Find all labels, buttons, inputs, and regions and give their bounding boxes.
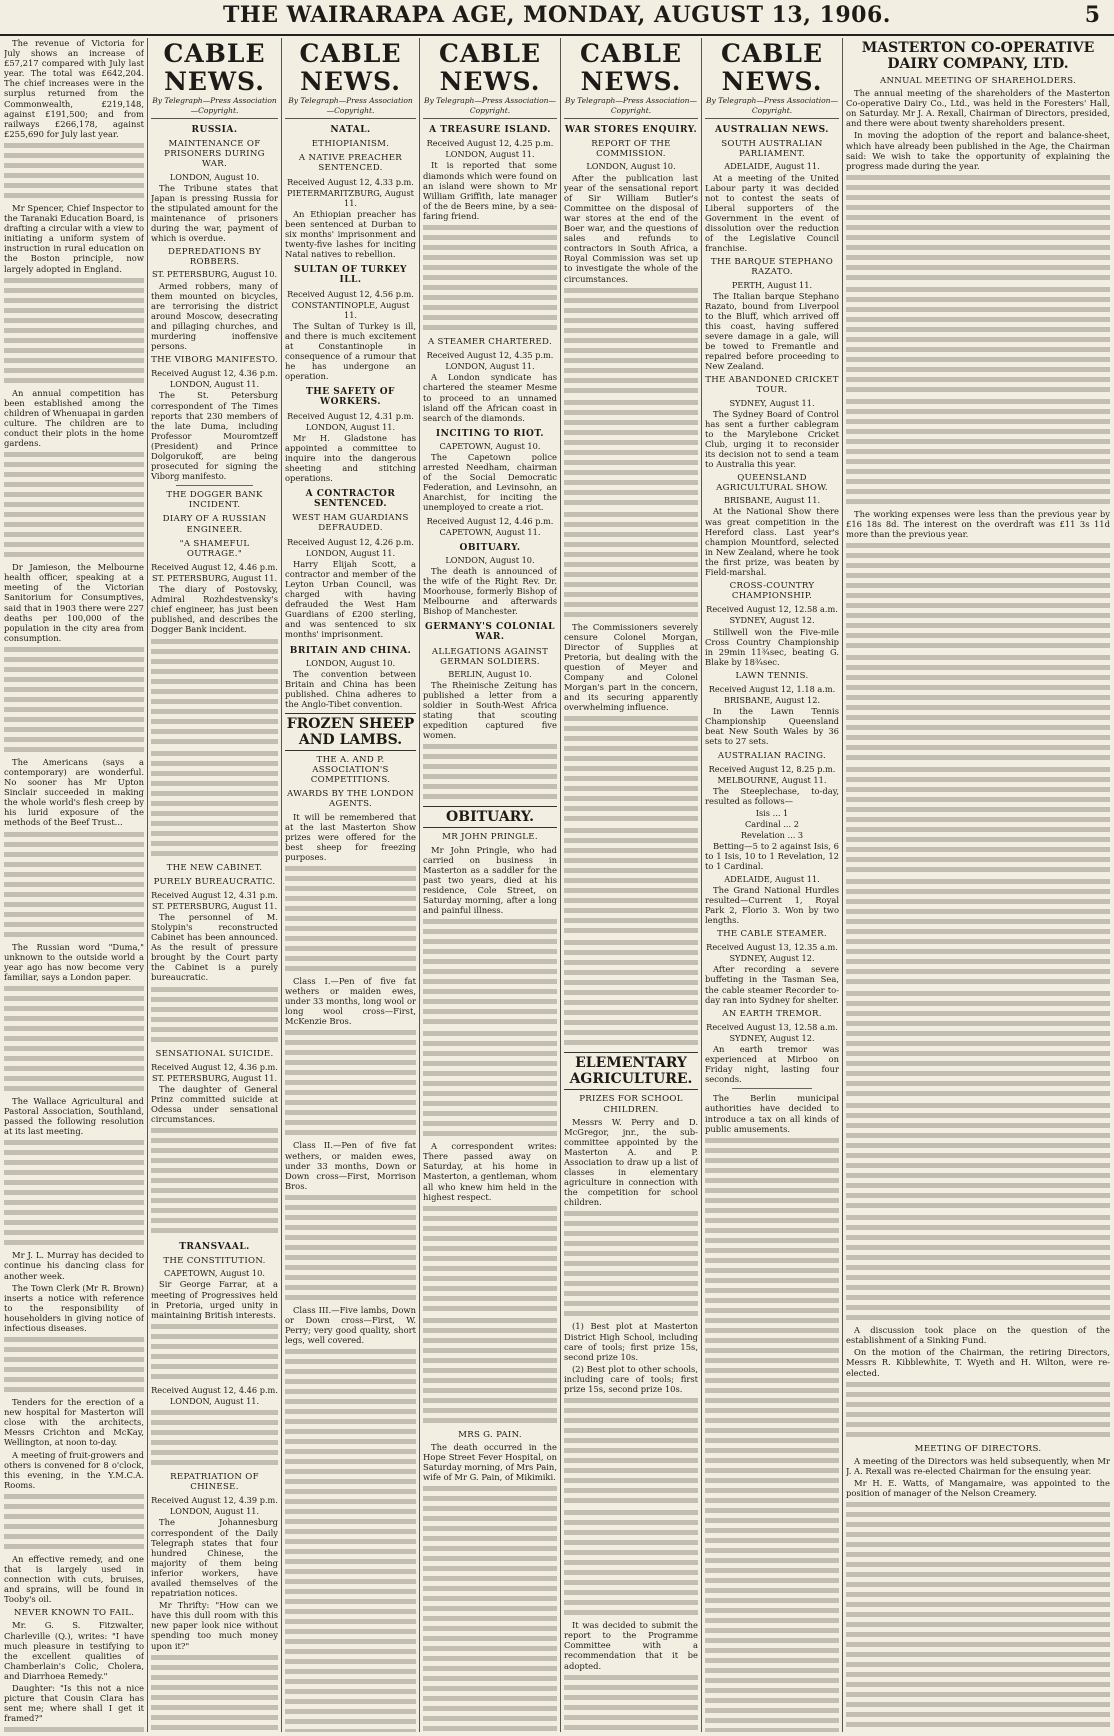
article-title: A STEAMER CHARTERED. [428,337,552,348]
received-time: Received August 12, 4.36 p.m. [151,1061,278,1072]
section-header: CABLE NEWS. [438,39,542,96]
article-subtitle: PURELY BUREAUCRATIC. [153,876,276,887]
article-body: Armed robbers, many of them mounted on bicycles, are terrorising the district around Moscow, desecrating and pillaging churches, and murdering inoffensive persons. [151,280,278,352]
received-time: Received August 12, 4.33 p.m. [287,176,414,187]
column-rule [560,38,561,1732]
article-body: In moving the adoption of the report and balance-sheet, which have already been published in the Age, the Chairman said: We wish to take the opportunity of explaining the progress made during the year. [846,130,1110,171]
article-title: THE NEW CABINET. [166,862,263,873]
paragraph: The Americans (says a contemporary) are wonderful. No sooner has Mr Upton Sinclair succeeded in making the whole world's flesh creep by his lurid exposure of the methods of the Beef Trust... [4,756,144,828]
dateline: CAPETOWN, August 11. [439,526,541,537]
paragraph: The revenue of Victoria for July shows an increase of £57,217 compared with July last year. The total was £642,204. The chief increases were in the surplus returned from the Commonwealth, £219,148, against £191,500; and from railways £266,178, against £255,690 for July last year. [4,38,144,139]
received-time: Received August 12, 4.39 p.m. [151,1495,278,1506]
dateline: LONDON, August 11. [169,1506,260,1517]
dateline: ST. PETERSBURG, August 11. [151,1072,278,1083]
text-block [564,286,698,396]
article-title: ETHIOPIANISM. [311,139,390,150]
article-subtitle: SOUTH AUSTRALIAN PARLIAMENT. [721,139,823,160]
masthead [0,0,1114,36]
region-heading: RUSSIA. [191,125,238,136]
article-title: THE ABANDONED CRICKET TOUR. [705,375,839,396]
article-subtitle: AWARDS BY THE LONDON AGENTS. [287,789,414,810]
paragraph: The Town Clerk (Mr R. Brown) inserts a notice with reference to the responsibility of householders in giving notice of infectious diseases. [4,1282,144,1333]
text-block [846,173,1110,283]
received-time: Received August 12, 4.36 p.m. [151,368,278,379]
dateline: CAPETOWN, August 10. [164,1268,265,1279]
text-block [4,276,144,386]
article-body: (1) Best plot at Masterton District High School, including care of tools; first prize 15s, second prize 10s. [564,1321,698,1362]
article-body: It is reported that some diamonds which were found on an island were shown to Mr William Griffith, late manager of the de Beers mine, by a sea-faring friend. [423,160,557,221]
dateline: LONDON, August 11. [445,149,535,160]
column-3 [285,38,416,1732]
received-time: Received August 12, 8.25 p.m. [708,763,836,774]
section-header: MASTERTON CO-OPERATIVE DAIRY COMPANY, LTD. [861,40,1095,72]
received-time: Received August 12, 4.31 p.m. [151,889,278,900]
article-body: Mr H. Gladstone has appointed a committee to inquire into the dangerous sheeting and stitching operations. [285,432,416,484]
article-body: The personnel of M. Stolypin's reconstructed Cabinet has been announced. As the result of pressure brought by the Court party the Cabinet is a purely bureaucratic. [151,911,278,983]
article-body: After recording a severe buffeting in the Tasman Sea, the cable steamer Recorder to-day ran into Sydney for shelter. [705,964,839,1005]
column-rule [701,38,702,1732]
article-body: The St. Petersburg correspondent of The Times reports that 230 members of the late Duma, including Professor Mouromtzeff (President) and Prince Dolgorukoff, are being prosecuted for signing the Viborg manifesto. [151,390,278,482]
text-block [846,285,1110,395]
article-body: At a meeting of the United Labour party it was decided not to contest the seats of Liberal supporters of the Government in the event of dissolution over the reduction of the Legislative Council franchise. [705,172,839,254]
dateline: ST. PETERSBURG, August 11. [151,572,278,583]
article-body: A London syndicate has chartered the steamer Mesme to proceed to an unnamed island off the African coast in search of the diamonds. [423,372,557,423]
article-body: The Johannesburg correspondent of the Daily Telegraph states that four hundred Chinese, the majority of them being inferior workers, have availed themselves of the repatriation notices. [151,1517,278,1599]
newspaper-title: THE WAIRARAPA AGE, MONDAY, AUGUST 13, 1906. [223,2,891,28]
article-body: (2) Best plot to other schools, including care of tools; first prize 15s, second prize 10s. [564,1363,698,1395]
article-title: MAINTENANCE OF PRISONERS DURING WAR. [164,139,265,170]
article-body: On the motion of the Chairman, the retiring Directors, Messrs R. Kibblewhite, T. Wyeth and H. Wilton, were re-elected. [846,1347,1110,1378]
article-subtitle: PRIZES FOR SCHOOL CHILDREN. [579,1094,683,1115]
column-4 [423,38,557,1732]
dateline: SYDNEY, August 12. [729,1032,815,1043]
paragraph: Mr J. L. Murray has decided to continue his dancing class for another week. [4,1250,144,1281]
race-result: Isis ... 1 [755,808,789,818]
column-rule [147,38,148,1732]
article-body: A correspondent writes: There passed away on Saturday, at his home in Masterton, a gentleman, whom all who knew him held in the highest respect. [423,1141,557,1202]
text-block [846,1101,1110,1211]
feature-heading: OBITUARY. [423,806,557,828]
text-block [4,1335,144,1395]
article-title: THE VIBORG MANIFESTO. [151,355,278,366]
race-result: Revelation ... 3 [740,830,804,841]
dateline: LONDON, August 11. [169,379,260,390]
article-body: The Grand National Hurdles resulted—Current 1, Royal Park 2, Florio 3. Won by two lengths. [705,884,839,925]
paragraph: The Russian word "Duma," unknown to the outside world a year ago has now become very familiar, says a London paper. [4,941,144,982]
article-body: The death is announced of the wife of the Right Rev. Dr. Moorhouse, formerly Bishop of Melbourne and afterwards Bishop of Manchester. [423,565,557,617]
article-body: Mr H. E. Watts, of Mangamaire, was appointed to the position of manager of the Nelson Creamery. [846,1477,1110,1498]
dateline: ADELAIDE, August 11. [724,161,820,172]
advertisement: Daughter: "Is this not a nice picture that Cousin Clara has sent me; where shall I get it framed?" [4,1683,144,1724]
dateline: SYDNEY, August 12. [729,615,815,626]
dateline: SYDNEY, August 12. [729,953,815,964]
article-body: Class III.—Five lambs, Down or Down cross—First, W. Perry; very good quality, short legs, well covered. [285,1304,416,1346]
paragraph: Tenders for the erection of a new hospital for Masterton will close with the architects, Messrs Crichton and McKay, Wellington, at noon to-day. [4,1397,144,1448]
article-body: Class II.—Pen of five fat wethers, or maiden ewes, under 33 months, Down or Down cross—First, Morrison Bros. [285,1140,416,1191]
text-block [423,1316,557,1426]
received-time: Received August 12, 4.25 p.m. [426,138,554,149]
article-subtitle: THE A. AND P. ASSOCIATION'S COMPETITIONS. [310,755,391,786]
text-block [423,1484,557,1732]
text-block [564,1209,698,1319]
text-block [564,938,698,1048]
article-body: An Ethiopian preacher has been sentenced at Durban to six months' imprisonment and twenty-five lashes for inciting Natal natives to rebellion. [285,208,416,260]
received-time: Received August 12, 1.18 a.m. [708,683,836,694]
dateline: BERLIN, August 10. [448,668,532,679]
text-block [151,749,278,859]
article-body: After the publication last year of the sensational report of Sir William Butler's Committee on the disposal of war stores at the end of the Boer war, and the questions of sales and refunds to contractors in South Africa, a Royal Commission was set up to investigate the whole of the circumstances. [564,172,698,284]
text-block [423,742,557,802]
dateline: PIETERMARITZBURG, August 11. [287,187,414,208]
paragraph: An annual competition has been established among the children of Whenuapai in garden culture. The children are to conduct their plots in the home gardens. [4,387,144,449]
text-block [846,397,1110,507]
article-body: Betting—5 to 2 against Isis, 6 to 1 Isis, 10 to 1 Revelation, 12 to 1 Cardinal. [705,841,839,872]
article-subtitle: A NATIVE PREACHER SENTENCED. [298,153,403,174]
region-heading: NATAL. [330,125,371,136]
column-5 [564,38,698,1732]
dateline: BRISBANE, August 12. [723,695,821,706]
received-time: Received August 12, 4.46 p.m. [426,515,554,526]
article-heading: AUSTRALIAN NEWS. [715,125,829,136]
article-body: It will be remembered that at the last Masterton Show prizes were offered for the best sheep for freezing purposes. [285,811,416,862]
article-heading: WAR STORES ENQUIRY. [564,125,698,136]
article-body: It was decided to submit the report to the Programme Committee with a recommendation that it be adopted. [564,1620,698,1671]
article-body: Messrs W. Perry and D. McGregor, jnr., the sub-committee appointed by the Masterton A. and P. Association to draw up a list of classes in elementary agriculture in connection with the competition for school children. [564,1116,698,1208]
advertisement: Mr. G. S. Fitzwalter, Charleville (Q.), writes: "I have much pleasure in testifying to the excellent qualities of Chamberlain's Colic, Cholera, and Diarrhoea Remedy." [4,1620,144,1681]
byline: By Telegraph—Press Association—Copyright. [564,96,698,119]
feature-heading: FROZEN SHEEP AND LAMBS. [285,713,416,751]
dateline: LONDON, August 10. [169,171,260,182]
article-body: The Sultan of Turkey is ill, and there is much excitement at Constantinople in consequence of a rumour that he has undergone an operation. [285,320,416,382]
received-time: Received August 13, 12.58 a.m. [706,1021,838,1032]
article-title: THE CONSTITUTION. [163,1256,266,1267]
dateline: LONDON, August 11. [445,361,535,372]
text-block [285,1193,416,1303]
article-title: AN EARTH TREMOR. [722,1008,822,1019]
text-block [564,510,698,620]
column-rule [281,38,282,1732]
paragraph: Dr Jamieson, the Melbourne health officer, speaking at a meeting of the Victorian Sanitorium for Consumptives, said that in 1903 there were 227 deaths per 100,000 of the population in the city area from consumption. [4,562,144,643]
text-block [846,1213,1110,1323]
text-block [846,989,1110,1099]
article-title: CROSS-COUNTRY CHAMPIONSHIP. [729,581,815,602]
article-body: At the National Show there was great competition in the Hereford class. Last year's champion Mountford, selected in New Zealand, where he took the first prize, was beaten by Field-marshal. [705,506,839,578]
article-heading: THE SAFETY OF WORKERS. [306,387,395,408]
column-rule [419,38,420,1732]
byline: By Telegraph—Press Association—Copyright. [151,96,278,119]
text-block [423,1204,557,1314]
article-heading: SULTAN OF TURKEY ILL. [294,265,407,286]
section-header: CABLE NEWS. [163,39,266,96]
text-block [846,1500,1110,1732]
text-block [4,141,144,201]
article-subtitle: WEST HAM GUARDIANS DEFRAUDED. [292,513,409,534]
text-block [564,714,698,824]
text-block [151,1322,278,1382]
text-block [4,1725,144,1732]
article-heading: OBITUARY. [459,542,521,553]
text-block [4,645,144,755]
article-body: In the Lawn Tennis Championship Queensland beat New South Wales by 36 sets to 27 sets. [705,706,839,747]
dateline: MELBOURNE, August 11. [717,774,827,785]
text-block [846,653,1110,763]
ad-heading: NEVER KNOWN TO FAIL. [13,1608,135,1619]
dateline: PERTH, August 11. [731,279,813,290]
article-heading: INCITING TO RIOT. [435,428,545,439]
received-time: Received August 12, 4.56 p.m. [287,288,414,299]
article-body: The working expenses were less than the previous year by £16 18s 8d. The interest on the overdraft was £11 3s 11d more than the previous year. [846,508,1110,540]
text-block [4,450,144,560]
text-block [846,541,1110,651]
article-body: The Sydney Board of Control has sent a further cablegram to the Marylebone Cricket Club, urging it to reconsider its decision not to send a team to Australia this year. [705,408,839,470]
race-result: Cardinal ... 2 [745,819,799,830]
article-title: DEPREDATIONS BY ROBBERS. [168,247,261,268]
article-title: SENSATIONAL SUICIDE. [155,1048,274,1059]
article-subtitle: ALLEGATIONS AGAINST GERMAN SOLDIERS. [431,646,549,667]
divider [732,1088,812,1089]
article-body: The Rheinische Zeitung has published a letter from a soldier in South-West Africa stating that scouting expedition captured five women. [423,679,557,741]
article-body: Stillwell won the Five-mile Cross Country Championship in 29min 11¾sec, beating G. Blake by 18¾sec. [705,626,839,667]
text-block [846,1380,1110,1440]
column-rule [842,38,843,1732]
article-body: Class I.—Pen of five fat wethers or maiden ewes, under 33 months, long wool or long wool cross—First, McKenzie Bros. [285,976,416,1027]
feature-heading: ELEMENTARY AGRICULTURE. [564,1052,698,1090]
article-subtitle: "A SHAMEFUL OUTRAGE." [179,538,250,559]
article-body: Harry Elijah Scott, a contractor and member of the Leyton Urban Council, was charged with having defrauded the West Ham Guardians of £200 sterling, and was sentenced to six months' imprisonment. [285,558,416,640]
received-time: Received August 12, 12.58 a.m. [706,604,838,615]
text-block [151,1126,278,1236]
text-block [285,1028,416,1138]
received-time: Received August 12, 4.35 p.m. [426,350,554,361]
dateline: ST. PETERSBURG, August 11. [151,900,278,911]
received-time: Received August 12, 4.46 p.m. [151,561,278,572]
article-subtitle: DIARY OF A RUSSIAN ENGINEER. [162,514,267,535]
column-7 [846,38,1110,1732]
article-heading: GERMANY'S COLONIAL WAR. [425,622,555,643]
article-heading: A TREASURE ISLAND. [429,125,551,136]
text-block [846,765,1110,875]
text-block [285,864,416,974]
paragraph: Mr Spencer, Chief Inspector to the Taranaki Education Board, is drafting a circular with a view to initiating a uniform system of instruction in rural education on the Boston principle, now largely adopted in England. [4,202,144,274]
article-body: The death occurred in the Hope Street Fever Hospital, on Saturday morning, of Mrs Pain, wife of Mr G. Pain, of Mikimiki. [423,1441,557,1483]
dateline: ST. PETERSBURG, August 10. [151,269,278,280]
text-block [564,398,698,508]
dateline: LONDON, August 10. [305,657,396,668]
text-block [4,984,144,1094]
article-title: AUSTRALIAN RACING. [717,750,827,761]
received-time: Received August 12, 4.31 p.m. [287,410,414,421]
received-time: Received August 13, 12.35 a.m. [706,942,838,953]
dateline: LONDON, August 11. [305,547,396,558]
article-body: The convention between Britain and China has been published. China adheres to the Anglo-Tibet convention. [285,668,416,709]
region-heading: TRANSVAAL. [179,1242,250,1253]
divider [176,485,252,486]
article-body: Mr John Pringle, who had carried on business in Masterton as a saddler for the past two years, died at his residence, Cole Street, on Saturday morning, after a long and painful illness. [423,844,557,916]
text-block [151,637,278,747]
section-header: CABLE NEWS. [579,39,683,96]
article-body: A discussion took place on the question of the establishment of a Sinking Fund. [846,1325,1110,1346]
article-subtitle: MR JOHN PRINGLE. [442,832,538,843]
article-body: The Capetown police arrested Needham, chairman of the Social Democratic Federation, and Levinsohn, an Anarchist, for inciting the unemployed to create a riot. [423,451,557,513]
article-title: THE DOGGER BANK INCIDENT. [166,490,263,511]
article-title: THE CABLE STEAMER. [717,929,827,940]
text-block [4,830,144,940]
article-subtitle: MRS G. PAIN. [458,1429,522,1440]
article-body: A meeting of the Directors was held subsequently, when Mr J. A. Rexall was re-elected Chairman for the ensuing year. [846,1455,1110,1476]
article-subtitle: REPORT OF THE COMMISSION. [591,139,671,160]
text-block [705,1136,839,1732]
dateline: BRISBANE, August 11. [723,495,821,506]
paragraph: A meeting of fruit-growers and others is convened for 8 o'clock, this evening, in the Y.M.C.A. Rooms. [4,1449,144,1490]
article-body: The Steeplechase, to-day, resulted as follows— [705,785,839,806]
article-body: The Commissioners severely censure Colonel Morgan, Director of Supplies at Pretoria, but dealing with the question of Meyer and Company and Colonel Morgan's part in the concern, and its securing apparently overwhelming influence. [564,621,698,713]
paragraph: An effective remedy, and one that is largely used in connection with cuts, bruises, and sprains, will be found in Tooby's oil. [4,1553,144,1605]
article-title: REPATRIATION OF CHINESE. [170,1472,259,1493]
dateline: LONDON, August 11. [305,421,396,432]
text-block [151,1408,278,1468]
article-body: The Italian barque Stephano Razato, bound from Liverpool to the Bluff, which arrived off this coast, having suffered severe damage in a gale, will be towed to Fremantle and repaired before proceeding to New Zealand. [705,290,839,372]
dateline: LONDON, August 10. [445,554,535,565]
byline: By Telegraph—Press Association—Copyright. [285,96,416,119]
article-heading: BRITAIN AND CHINA. [289,645,412,656]
column-2 [151,38,278,1732]
text-block [564,1673,698,1732]
text-block [564,826,698,936]
paragraph: The Wallace Agricultural and Pastoral Association, Southland, passed the following resolution at its last meeting. [4,1095,144,1137]
page-number: 5 [1084,2,1100,28]
text-block [4,1492,144,1552]
byline: By Telegraph—Press Association—Copyright. [705,96,839,119]
text-block [151,985,278,1045]
text-block [846,877,1110,987]
column-6 [705,38,839,1732]
text-block [564,1508,698,1618]
dateline: CAPETOWN, August 10. [439,440,541,451]
dateline: LONDON, August 11. [169,1395,260,1406]
section-header: CABLE NEWS. [720,39,824,96]
received-time: Received August 12, 4.26 p.m. [287,536,414,547]
article-body: The diary of Postovsky, Admiral Rozhdestvensky's chief engineer, has just been published, and describes the Dogger Bank incident. [151,584,278,635]
dateline: ADELAIDE, August 11. [724,873,820,884]
article-title: QUEENSLAND AGRICULTURAL SHOW. [716,473,828,494]
article-body: An earth tremor was experienced at Mirboo on Friday night, lasting four seconds. [705,1043,839,1085]
article-body: The annual meeting of the shareholders of the Masterton Co-operative Dairy Co., Ltd., was held in the Foresters' Hall, on Saturday. Mr J. A. Rexall, Chairman of Directors, presided, and there were about twenty shareholders present. [846,88,1110,129]
article-body: The Tribune states that Japan is pressing Russia for the stipulated amount for the maintenance of prisoners during the war, payment of which is overdue. [151,182,278,244]
text-block [423,1029,557,1139]
article-subtitle: ANNUAL MEETING OF SHAREHOLDERS. [879,76,1077,86]
text-block [4,1138,144,1248]
article-body: Sir George Farrar, at a meeting of Progressives held in Pretoria, urged unity in maintaining British interests. [151,1279,278,1320]
section-header: CABLE NEWS. [299,39,402,96]
dateline: LONDON, August 10. [586,161,676,172]
article-title: THE BARQUE STEPHANO RAZATO. [710,257,834,278]
article-body: The daughter of General Prinz committed suicide at Odessa under sensational circumstances. [151,1083,278,1125]
text-block [564,1396,698,1506]
dateline: SYDNEY, August 11. [729,397,815,408]
byline: By Telegraph—Press Association—Copyright. [423,96,557,119]
text-block [423,223,557,333]
article-heading: A CONTRACTOR SENTENCED. [305,489,396,510]
text-block [423,917,557,1027]
received-time: Received August 12, 4.46 p.m. [151,1384,278,1395]
text-block [285,1347,416,1732]
article-body: The Berlin municipal authorities have decided to introduce a tax on all kinds of public amusements. [705,1093,839,1134]
article-subtitle: MEETING OF DIRECTORS. [914,1443,1042,1454]
text-block [151,1653,278,1732]
advertisement: Mr Thrifty: "How can we have this dull room with this new paper look nice without spending too much money upon it?" [151,1600,278,1651]
article-title: LAWN TENNIS. [735,670,809,681]
dateline: CONSTANTINOPLE, August 11. [291,299,410,320]
column-1 [4,38,144,1732]
